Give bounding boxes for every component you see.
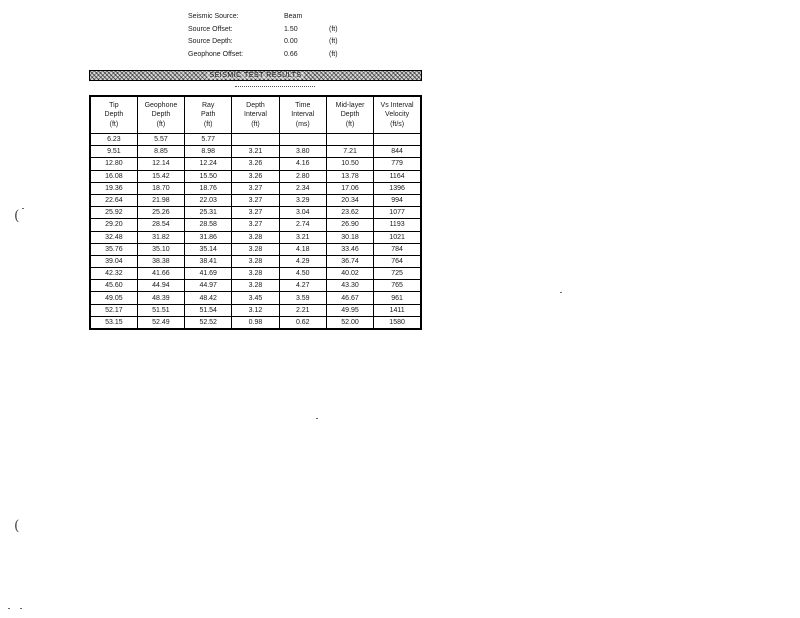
table-cell: 32.48 <box>90 231 137 243</box>
table-cell: 3.21 <box>279 231 326 243</box>
column-header <box>374 96 421 134</box>
param-label: Source Depth: <box>188 38 233 45</box>
table-cell: 3.12 <box>232 304 279 316</box>
table-cell: 725 <box>374 268 421 280</box>
table-cell: 35.10 <box>137 243 184 255</box>
column-header <box>185 96 232 134</box>
table-cell: 765 <box>374 280 421 292</box>
column-header <box>90 96 137 134</box>
table-cell: 41.66 <box>137 268 184 280</box>
table-row <box>90 219 421 231</box>
table-cell: 3.28 <box>232 255 279 267</box>
scan-speck <box>316 418 318 419</box>
table-cell: 52.49 <box>137 316 184 329</box>
table-cell: 3.29 <box>279 194 326 206</box>
table-cell: 51.51 <box>137 304 184 316</box>
table-cell: 28.58 <box>185 219 232 231</box>
table-cell: 36.74 <box>326 255 373 267</box>
param-value: 0.66 <box>284 50 298 58</box>
table-cell: 7.21 <box>326 146 373 158</box>
table-cell: 12.14 <box>137 158 184 170</box>
table-row <box>90 292 421 304</box>
table-cell: 3.26 <box>232 158 279 170</box>
table-cell: 15.50 <box>185 170 232 182</box>
table-cell: 22.64 <box>90 194 137 206</box>
table-cell: 48.42 <box>185 292 232 304</box>
column-header-line: Geophone <box>144 101 178 109</box>
table-cell: 46.67 <box>326 292 373 304</box>
table-cell: 29.20 <box>90 219 137 231</box>
table-cell: 43.30 <box>326 280 373 292</box>
table-row <box>90 268 421 280</box>
column-header-line: (ft) <box>156 120 166 128</box>
table-cell: 3.27 <box>232 219 279 231</box>
table-cell: 8.98 <box>185 146 232 158</box>
table-cell <box>374 134 421 146</box>
table-cell: 25.26 <box>137 207 184 219</box>
table-cell: 40.02 <box>326 268 373 280</box>
table-cell: 45.60 <box>90 280 137 292</box>
divider <box>235 86 315 89</box>
table-cell: 3.28 <box>232 243 279 255</box>
table-cell: 3.26 <box>232 170 279 182</box>
table-cell: 4.16 <box>279 158 326 170</box>
table-cell: 3.04 <box>279 207 326 219</box>
column-header-line: Interval <box>244 111 267 119</box>
table-cell: 4.29 <box>279 255 326 267</box>
table-cell: 0.62 <box>279 316 326 329</box>
table-cell <box>232 134 279 146</box>
column-header <box>279 96 326 134</box>
table-cell: 3.80 <box>279 146 326 158</box>
column-header-line: (ft) <box>251 120 260 128</box>
table-cell: 3.28 <box>232 231 279 243</box>
results-table <box>89 95 422 330</box>
table-cell: 3.28 <box>232 268 279 280</box>
column-header-line: (ft) <box>203 120 213 128</box>
table-cell: 52.52 <box>185 316 232 329</box>
table-cell: 42.32 <box>90 268 137 280</box>
param-label: Source Offset: <box>188 25 233 33</box>
column-header-line: (ft) <box>345 120 355 128</box>
table-cell: 2.21 <box>279 304 326 316</box>
param-value: Beam <box>284 13 303 20</box>
table-cell: 9.51 <box>90 146 137 158</box>
table-cell: 20.34 <box>326 194 373 206</box>
column-header <box>137 96 184 134</box>
param-row-geophone-offset <box>188 49 358 62</box>
table-row <box>90 194 421 206</box>
table-cell: 25.92 <box>90 207 137 219</box>
column-header-line: Mid-layer <box>335 101 365 109</box>
table-cell: 31.86 <box>185 231 232 243</box>
table-cell: 23.62 <box>326 207 373 219</box>
param-row-source-depth <box>188 36 358 49</box>
column-header-line: (ft) <box>109 120 119 128</box>
table-cell: 31.82 <box>137 231 184 243</box>
table-cell: 25.31 <box>185 207 232 219</box>
column-header-line: (ft/s) <box>390 120 405 128</box>
param-value: 1.50 <box>284 25 298 33</box>
table-cell: 6.23 <box>90 134 137 146</box>
table-cell: 38.41 <box>185 255 232 267</box>
column-header-line: (ms) <box>295 120 310 128</box>
table-cell: 28.54 <box>137 219 184 231</box>
table-cell: 26.90 <box>326 219 373 231</box>
table-cell: 779 <box>374 158 421 170</box>
table-cell: 3.27 <box>232 207 279 219</box>
table-row <box>90 243 421 255</box>
column-header-line: Ray <box>201 101 215 109</box>
table-cell: 5.77 <box>185 134 232 146</box>
param-unit: (ft) <box>329 50 338 58</box>
table-cell: 33.46 <box>326 243 373 255</box>
binder-hole-mark: ( <box>14 208 20 224</box>
table-row <box>90 146 421 158</box>
table-row <box>90 207 421 219</box>
table-cell: 12.24 <box>185 158 232 170</box>
table-cell: 51.54 <box>185 304 232 316</box>
parameters-block <box>188 11 358 61</box>
results-banner <box>89 70 422 81</box>
table-cell: 39.04 <box>90 255 137 267</box>
table-cell: 3.28 <box>232 280 279 292</box>
table-cell: 4.27 <box>279 280 326 292</box>
column-header-line: Path <box>201 111 216 119</box>
table-cell: 3.21 <box>232 146 279 158</box>
table-cell: 3.59 <box>279 292 326 304</box>
table-cell <box>326 134 373 146</box>
table-cell: 4.18 <box>279 243 326 255</box>
table-cell: 12.80 <box>90 158 137 170</box>
table-row <box>90 255 421 267</box>
table-cell: 52.00 <box>326 316 373 329</box>
table-cell: 17.06 <box>326 182 373 194</box>
column-header-line: Depth <box>151 111 171 119</box>
table-cell: 53.15 <box>90 316 137 329</box>
table-cell: 52.17 <box>90 304 137 316</box>
binder-hole-mark: ( <box>14 518 20 534</box>
table-cell: 1411 <box>374 304 421 316</box>
column-header-line: Interval <box>291 111 315 119</box>
scan-speck <box>560 292 562 293</box>
column-header-line: Vs Interval <box>380 101 414 109</box>
table-cell: 3.27 <box>232 182 279 194</box>
table-row <box>90 170 421 182</box>
table-cell: 1396 <box>374 182 421 194</box>
table-cell: 18.70 <box>137 182 184 194</box>
table-cell: 1193 <box>374 219 421 231</box>
column-header-line: Time <box>295 101 311 109</box>
table-row <box>90 134 421 146</box>
banner-title: SEISMIC TEST RESULTS <box>209 72 302 79</box>
table-row <box>90 280 421 292</box>
table-cell: 41.69 <box>185 268 232 280</box>
table-row <box>90 158 421 170</box>
table-cell: 19.36 <box>90 182 137 194</box>
table-body <box>90 134 421 330</box>
param-unit: (ft) <box>329 38 338 45</box>
table-cell: 5.57 <box>137 134 184 146</box>
table-cell: 961 <box>374 292 421 304</box>
column-header-line: Tip <box>109 101 119 109</box>
table-cell: 1164 <box>374 170 421 182</box>
table-cell: 18.76 <box>185 182 232 194</box>
column-header-line: Depth <box>340 111 360 119</box>
table-cell: 764 <box>374 255 421 267</box>
table-header-row <box>90 96 421 134</box>
table-cell: 3.45 <box>232 292 279 304</box>
table-cell: 2.74 <box>279 219 326 231</box>
table-cell: 844 <box>374 146 421 158</box>
column-header <box>326 96 373 134</box>
table-cell: 44.94 <box>137 280 184 292</box>
table-cell: 49.95 <box>326 304 373 316</box>
column-header-line: Depth <box>246 101 265 109</box>
table-cell: 3.27 <box>232 194 279 206</box>
table-cell: 1580 <box>374 316 421 329</box>
param-row-source <box>188 11 358 24</box>
table-row <box>90 304 421 316</box>
table-cell: 1077 <box>374 207 421 219</box>
table-cell: 30.18 <box>326 231 373 243</box>
table-cell: 35.14 <box>185 243 232 255</box>
table-cell: 1021 <box>374 231 421 243</box>
table-row <box>90 316 421 329</box>
table-cell: 21.98 <box>137 194 184 206</box>
table-cell: 4.50 <box>279 268 326 280</box>
table-cell: 8.85 <box>137 146 184 158</box>
table-cell: 994 <box>374 194 421 206</box>
table-cell: 2.34 <box>279 182 326 194</box>
param-value: 0.00 <box>284 38 298 45</box>
table-cell: 44.97 <box>185 280 232 292</box>
param-unit: (ft) <box>329 25 338 33</box>
column-header-line: Velocity <box>385 111 410 119</box>
table-cell: 48.39 <box>137 292 184 304</box>
scan-speck <box>22 208 24 209</box>
param-label: Seismic Source: <box>188 13 239 20</box>
table-cell: 16.08 <box>90 170 137 182</box>
scan-speck <box>20 608 22 609</box>
param-row-source-offset <box>188 24 358 37</box>
table-cell: 13.78 <box>326 170 373 182</box>
table-row <box>90 231 421 243</box>
table-row <box>90 182 421 194</box>
table-cell: 49.05 <box>90 292 137 304</box>
table-cell: 2.80 <box>279 170 326 182</box>
table-cell: 38.38 <box>137 255 184 267</box>
scan-speck <box>8 608 10 609</box>
table-cell: 22.03 <box>185 194 232 206</box>
table-cell: 10.50 <box>326 158 373 170</box>
table-cell: 35.76 <box>90 243 137 255</box>
table-cell <box>279 134 326 146</box>
column-header <box>232 96 279 134</box>
table-cell: 15.42 <box>137 170 184 182</box>
column-header-line: Depth <box>104 111 124 119</box>
param-label: Geophone Offset: <box>188 50 244 58</box>
table-cell: 784 <box>374 243 421 255</box>
table-cell: 0.98 <box>232 316 279 329</box>
